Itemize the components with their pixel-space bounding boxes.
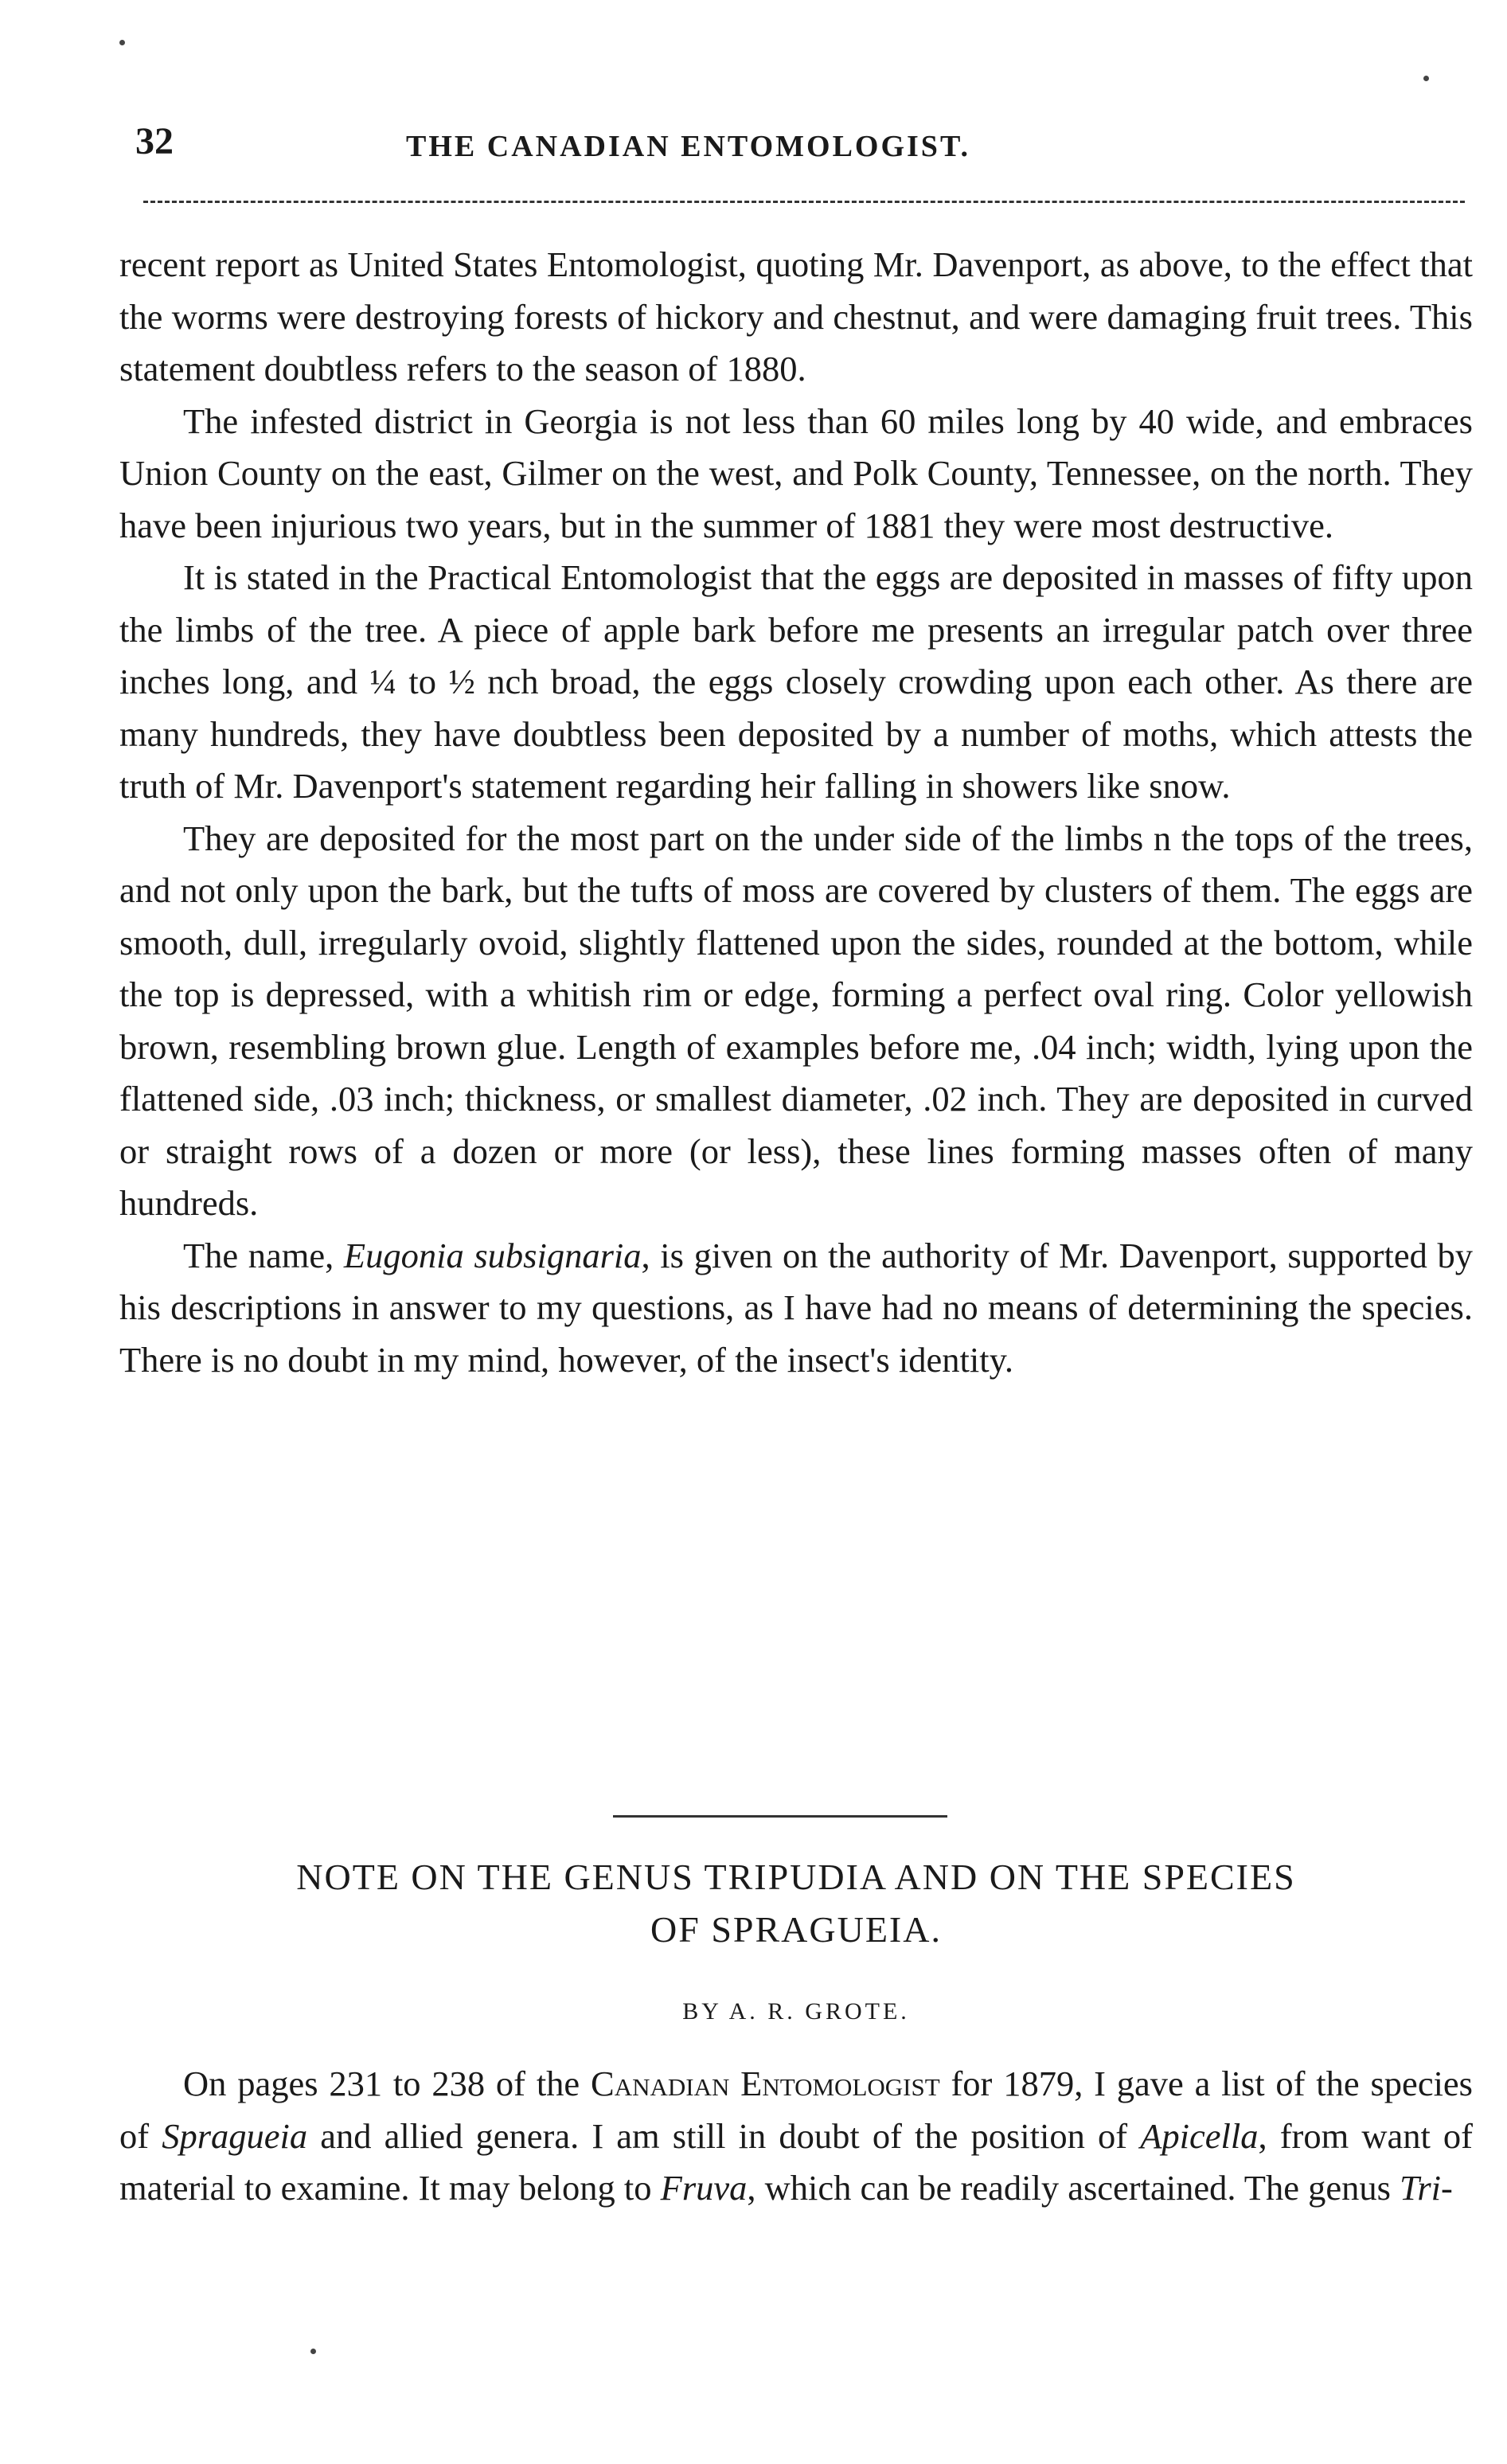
page-number: 32 (135, 120, 174, 162)
section-divider (613, 1815, 947, 1818)
text-run: for 1879, I gave a list of the species of (119, 2064, 1473, 2156)
journal-title: THE CANADIAN ENTOMOLOGIST. (406, 130, 970, 163)
section-title-line: NOTE ON THE GENUS TRIPUDIA AND ON THE SPECIES (296, 1857, 1296, 1897)
article-body (119, 239, 1473, 1386)
paragraph: recent report as United States Entomologist, quoting Mr. Davenport, as above, to the effect that the worms were destroying forests of hickory and chestnut, and were damaging fruit trees. This statement doubtless refers to the season of 1880. (119, 244, 1473, 389)
section-title (119, 1851, 1473, 1956)
species-name: Eugonia subsignaria (343, 1235, 642, 1275)
genus-name: Apicella (1140, 2115, 1259, 2156)
text-run: , which can be readily ascertained. The genus (747, 2168, 1400, 2208)
journal-name: Canadian Entomologist (591, 2064, 940, 2103)
paragraph (119, 1230, 1473, 1387)
text-run: , is given on the authority of Mr. Davenport, supported by his descriptions in answer to my questions, as I have had no means of determining the species. There is no doubt in my mind, however, of the insect's identity. (119, 1235, 1473, 1380)
section-title-line: OF SPRAGUEIA. (650, 1909, 942, 1950)
genus-name: Spragueia (162, 2115, 308, 2156)
print-speck (1423, 76, 1429, 81)
header-rule (143, 201, 1465, 203)
section-body (119, 2058, 1473, 2215)
text-run: , from want of material to examine. It may belong to (119, 2115, 1473, 2208)
text-run: On pages 231 to 238 of the (183, 2064, 591, 2103)
paragraph: The infested district in Georgia is not less than 60 miles long by 40 wide, and embraces Union County on the east, Gilmer on the west, and Polk County, Tennessee, on the north. They have been injurious two years, but in the summer of 1881 they were most destructive. (119, 400, 1473, 545)
page (119, 111, 1473, 2208)
print-speck (310, 2349, 316, 2354)
print-speck (119, 40, 125, 45)
byline: BY A. R. GROTE. (682, 1998, 910, 2025)
genus-name: Tri- (1400, 2168, 1453, 2208)
paragraph: They are deposited for the most part on the under side of the limbs n the tops of the trees, and not only upon the bark, but the tufts of moss are covered by clusters of them. The eggs are smooth, dull, irregularly ovoid, slightly flattened upon the sides, rounded at the bottom, while the top is depressed, with a whitish rim or edge, forming a perfect oval ring. Color yellowish brown, resembling brown glue. Length of examples before me, .04 inch; width, lying upon the flattened side, .03 inch; thickness, or smallest diameter, .02 inch. They are deposited in curved or straight rows of a dozen or more (or less), these lines forming masses often of many hundreds. (119, 818, 1473, 1223)
text-run: and allied genera. I am still in doubt of the position of (307, 2115, 1141, 2156)
paragraph (119, 2058, 1473, 2215)
text-run: The name, (183, 1235, 344, 1275)
running-head (119, 111, 1473, 183)
genus-name: Fruva (660, 2168, 748, 2208)
paragraph: It is stated in the Practical Entomologist that the eggs are deposited in masses of fifty upon the limbs of the tree. A piece of apple bark before me presents an irregular patch over three inches long, and ¼ to ½ nch broad, the eggs closely crowding upon each other. As there are many hundreds, they have doubtless been deposited by a number of moths, which attests the truth of Mr. Davenport's statement regarding heir falling in showers like snow. (119, 557, 1473, 806)
